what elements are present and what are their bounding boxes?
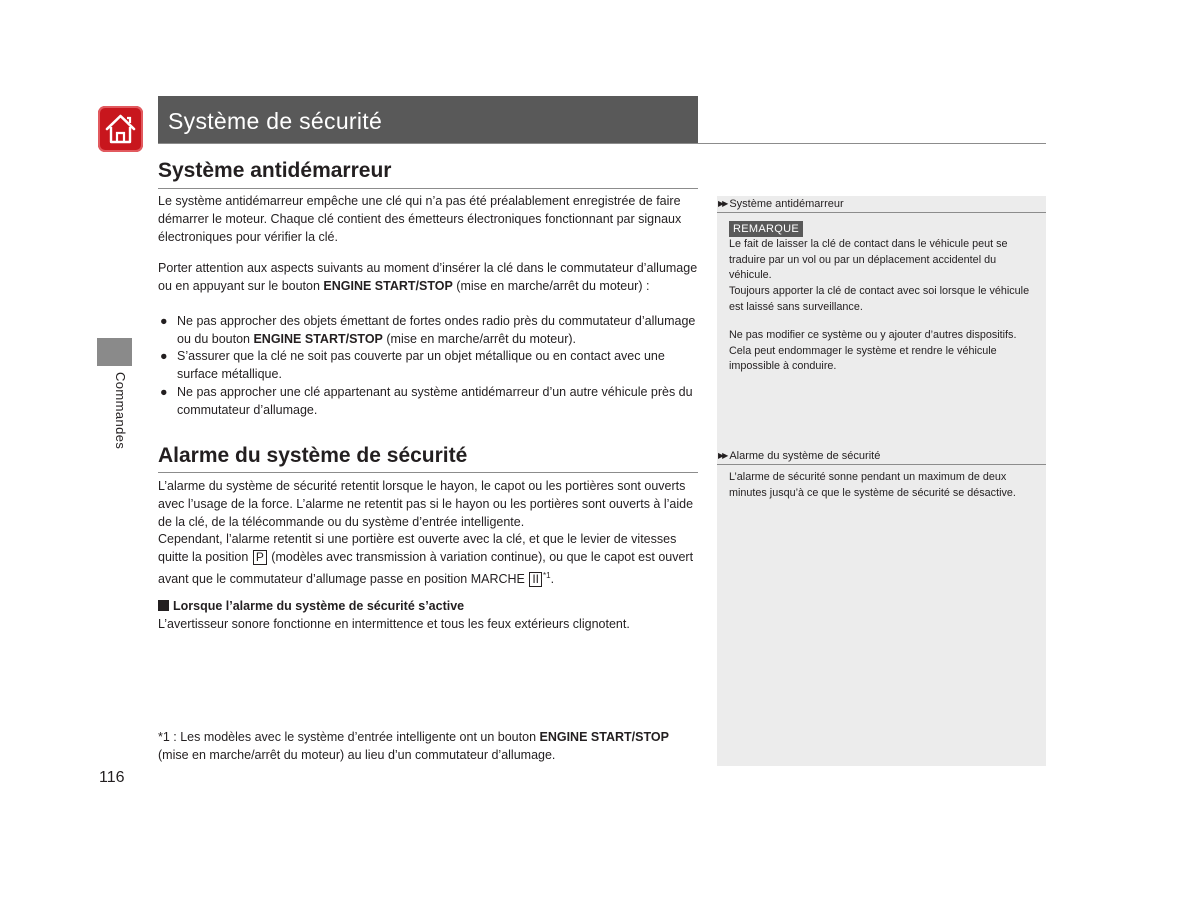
section-divider [158, 188, 698, 189]
sidebar-heading-alarm: ▶▶ Alarme du système de sécurité [717, 448, 1046, 465]
alarm-sub-text: L’avertisseur sonore fonctionne en intermittence et tous les feux extérieurs clignotent. [158, 617, 630, 631]
home-icon [104, 113, 137, 145]
immobilizer-paragraph-2: Porter attention aux aspects suivants au moment d’insérer la clé dans le commutateur d’allumage ou en appuyant sur le bouton ENGINE START/STOP (mise en marche/arrêt du moteur) : [158, 261, 698, 293]
side-tab-marker [97, 338, 132, 366]
footnote-ref: *1 [543, 570, 551, 580]
sidebar-note-text: Le fait de laisser la clé de contact dans le véhicule peut se traduire par un vol ou par un déplacement accidentel du véhicule. [729, 238, 1008, 281]
bullet-icon: ● [160, 314, 168, 328]
list-item: ● Ne pas approcher des objets émettant de fortes ondes radio près du commutateur d’allumage ou du bouton ENGINE START/STOP (mise en marche/arrêt du moteur). [160, 314, 696, 346]
link-arrow-icon: ▶▶ [718, 451, 727, 460]
link-arrow-icon: ▶▶ [718, 199, 727, 208]
sidebar-note-text: L’alarme de sécurité sonne pendant un maximum de deux minutes jusqu’à ce que le système de sécurité se désactive. [729, 471, 1016, 499]
immobilizer-paragraph-1: Le système antidémarreur empêche une clé qui n’a pas été préalablement enregistrée de faire démarrer le moteur. Chaque clé contient des émetteurs électroniques fonctionnant par signaux électroniques pour vérifier la clé. [158, 194, 682, 244]
sidebar-note-text: Toujours apporter la clé de contact avec soi lorsque le véhicule est laissé sans surveillance. [729, 285, 1030, 313]
gear-position-p-key: P [253, 550, 267, 565]
square-bullet-icon [158, 600, 169, 611]
side-tab-label: Commandes [113, 372, 128, 450]
section-heading-immobilizer: Système antidémarreur [158, 159, 392, 182]
alarm-paragraph-2: Cependant, l’alarme retentit si une portière est ouverte avec la clé, et que le levier de vitesses quitte la position P (modèles avec transmission à variation continue), ou que le capot est ouvert avant que le commutateur d’allumage passe en position MARCHE II $^{*1}$. [158, 532, 694, 586]
title-bar [158, 96, 698, 143]
alarm-subheading: Lorsque l’alarme du système de sécurité s’active [158, 598, 700, 616]
page-number: 116 [99, 769, 125, 786]
list-item: ● Ne pas approcher une clé appartenant au système antidémarreur d’un autre véhicule près du commutateur d’allumage. [160, 385, 693, 417]
title-divider [158, 143, 1046, 144]
alarm-paragraph-1: L’alarme du système de sécurité retentit lorsque le hayon, le capot ou les portières sont ouverts avec l’usage de la force. L’alarme ne retentit pas si le hayon ou les portières sont ouverts à l’aide de la clé, de la télécommande ou du système d’entrée intelligente. [158, 479, 694, 529]
section-heading-alarm: Alarme du système de sécurité [158, 444, 468, 467]
bullet-icon: ● [160, 385, 168, 399]
section-divider [158, 472, 698, 473]
home-button[interactable] [98, 106, 143, 152]
list-item: ● S’assurer que la clé ne soit pas couverte par un objet métallique ou en contact avec une surface métallique. [160, 349, 665, 381]
sidebar-heading-immobilizer: ▶▶ Système antidémarreur [717, 196, 1046, 213]
footnote: *1 : Les modèles avec le système d’entrée intelligente ont un bouton ENGINE START/STOP (mise en marche/arrêt du moteur) au lieu d’un commutateur d’allumage. [158, 730, 669, 762]
page-title: Système de sécurité [168, 108, 383, 134]
remarque-badge: REMARQUE [729, 221, 803, 237]
bullet-icon: ● [160, 349, 168, 363]
ignition-position-ii-key: II [529, 572, 542, 587]
sidebar-note-text: Ne pas modifier ce système ou y ajouter d’autres dispositifs. Cela peut endommager le système et rendre le véhicule impossible à conduire. [729, 329, 1017, 372]
sidebar-notes [717, 196, 1046, 766]
